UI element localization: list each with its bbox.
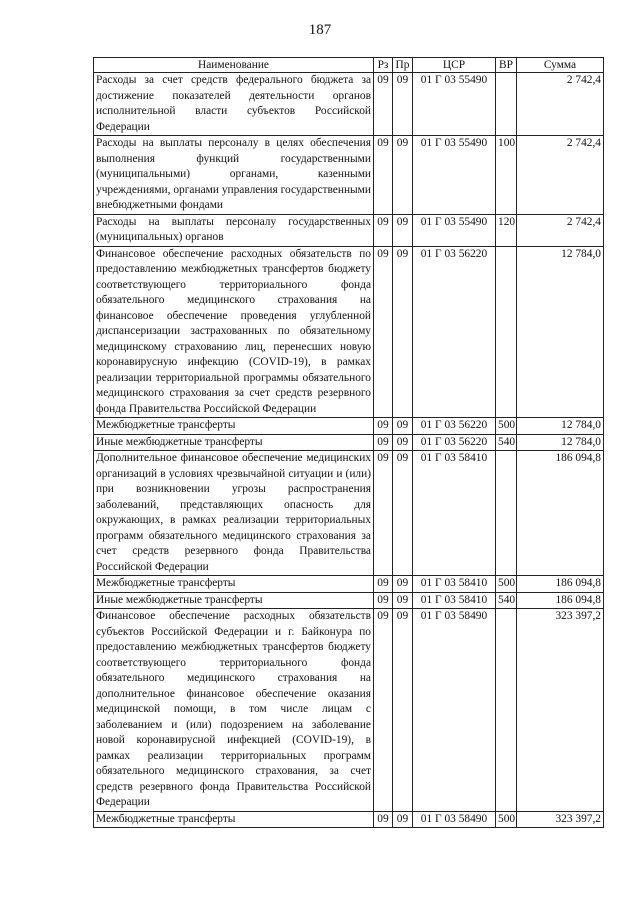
row-name: Межбюджетные трансферты: [94, 576, 374, 593]
table-row: [94, 576, 604, 593]
row-rz: 09: [374, 811, 393, 828]
row-name: Межбюджетные трансферты: [94, 811, 374, 828]
table-row: [94, 811, 604, 828]
row-vr: 540: [496, 434, 517, 451]
row-pr: 09: [393, 811, 413, 828]
row-vr: 500: [496, 418, 517, 435]
table-row: [94, 418, 604, 435]
row-rz: 09: [374, 418, 393, 435]
row-csr: 01 Г 03 55490: [413, 136, 496, 215]
row-pr: 09: [393, 609, 413, 812]
row-sum: 186 094,8: [517, 576, 604, 593]
page-number: 187: [308, 22, 332, 38]
row-sum: 323 397,2: [517, 609, 604, 812]
row-name: Расходы за счет средств федерального бюджета за достижение показателей деятельности органов исполнительной власти субъектов Российской Федерации: [94, 73, 374, 136]
row-rz: 09: [374, 609, 393, 812]
row-csr: 01 Г 03 58490: [413, 811, 496, 828]
row-csr: 01 Г 03 55490: [413, 214, 496, 246]
row-pr: 09: [393, 451, 413, 576]
table-row: [94, 451, 604, 576]
row-rz: 09: [374, 246, 393, 418]
row-csr: 01 Г 03 55490: [413, 73, 496, 136]
row-name: Иные межбюджетные трансферты: [94, 592, 374, 609]
row-pr: 09: [393, 418, 413, 435]
table-header-row: [94, 58, 604, 73]
row-pr: 09: [393, 246, 413, 418]
row-sum: 12 784,0: [517, 434, 604, 451]
row-pr: 09: [393, 592, 413, 609]
row-vr: 120: [496, 214, 517, 246]
header-name: Наименование: [94, 58, 374, 73]
row-vr: [496, 451, 517, 576]
row-vr: 500: [496, 811, 517, 828]
row-name: Финансовое обеспечение расходных обязательств по предоставлению межбюджетных трансфертов бюджету соответствующего территориального фонда обязательного медицинского страхования на финансовое обеспечение проведения углубленной диспансеризации застрахованных по обязательному медицинскому страхованию лиц, перенесших новую коронавирусную инфекцию (COVID-19), в рамках реализации территориальной программы обязательного медицинского страхования за счет средств резервного фонда Правительства Российской Федерации: [94, 246, 374, 418]
row-pr: 09: [393, 214, 413, 246]
row-name: Финансовое обеспечение расходных обязательств субъектов Российской Федерации и г. Байконура по предоставлению межбюджетных трансфертов бюджету соответствующего территориального фонда обязательного медицинского страхования на дополнительное финансовое обеспечение оказания медицинской помощи, в том числе лицам с заболеванием и (или) подозрением на заболевание новой коронавирусной инфекцией (COVID-19), в рамках реализации территориальных программ обязательного медицинского страхования, за счет средств резервного фонда Правительства Российской Федерации: [94, 609, 374, 812]
row-sum: 2 742,4: [517, 136, 604, 215]
row-pr: 09: [393, 576, 413, 593]
header-vr: ВР: [496, 58, 517, 73]
budget-table: [93, 57, 604, 828]
row-rz: 09: [374, 576, 393, 593]
row-csr: 01 Г 03 58410: [413, 451, 496, 576]
table-row: [94, 73, 604, 136]
row-rz: 09: [374, 592, 393, 609]
row-csr: 01 Г 03 56220: [413, 246, 496, 418]
row-vr: 100: [496, 136, 517, 215]
row-sum: 2 742,4: [517, 214, 604, 246]
row-vr: 540: [496, 592, 517, 609]
table-row: [94, 136, 604, 215]
table-row: [94, 592, 604, 609]
row-csr: 01 Г 03 56220: [413, 434, 496, 451]
table-row: [94, 434, 604, 451]
row-pr: 09: [393, 136, 413, 215]
row-name: Дополнительное финансовое обеспечение медицинских организаций в условиях чрезвычайной ситуации и (или) при возникновении угрозы распространения заболеваний, представляющих опасность для окружающих, в рамках реализации территориальных программ обязательного медицинского страхования за счет средств резервного фонда Правительства Российской Федерации: [94, 451, 374, 576]
row-vr: [496, 609, 517, 812]
row-vr: [496, 73, 517, 136]
row-csr: 01 Г 03 58410: [413, 576, 496, 593]
header-rz: Рз: [374, 58, 393, 73]
row-name: Межбюджетные трансферты: [94, 418, 374, 435]
row-rz: 09: [374, 451, 393, 576]
row-vr: 500: [496, 576, 517, 593]
table-row: [94, 214, 604, 246]
row-csr: 01 Г 03 56220: [413, 418, 496, 435]
row-rz: 09: [374, 73, 393, 136]
row-pr: 09: [393, 73, 413, 136]
table-row: [94, 609, 604, 812]
row-rz: 09: [374, 136, 393, 215]
row-rz: 09: [374, 214, 393, 246]
row-sum: 12 784,0: [517, 246, 604, 418]
row-sum: 323 397,2: [517, 811, 604, 828]
row-rz: 09: [374, 434, 393, 451]
row-vr: [496, 246, 517, 418]
row-sum: 186 094,8: [517, 451, 604, 576]
header-csr: ЦСР: [413, 58, 496, 73]
row-sum: 12 784,0: [517, 418, 604, 435]
row-sum: 2 742,4: [517, 73, 604, 136]
row-name: Расходы на выплаты персоналу в целях обеспечения выполнения функций государственными (муниципальными) органами, казенными учреждениями, органами управления государственными внебюджетными фондами: [94, 136, 374, 215]
row-sum: 186 094,8: [517, 592, 604, 609]
table-row: [94, 246, 604, 418]
row-name: Расходы на выплаты персоналу государственных (муниципальных) органов: [94, 214, 374, 246]
row-pr: 09: [393, 434, 413, 451]
header-pr: Пр: [393, 58, 413, 73]
row-csr: 01 Г 03 58410: [413, 592, 496, 609]
row-csr: 01 Г 03 58490: [413, 609, 496, 812]
row-name: Иные межбюджетные трансферты: [94, 434, 374, 451]
header-sum: Сумма: [517, 58, 604, 73]
